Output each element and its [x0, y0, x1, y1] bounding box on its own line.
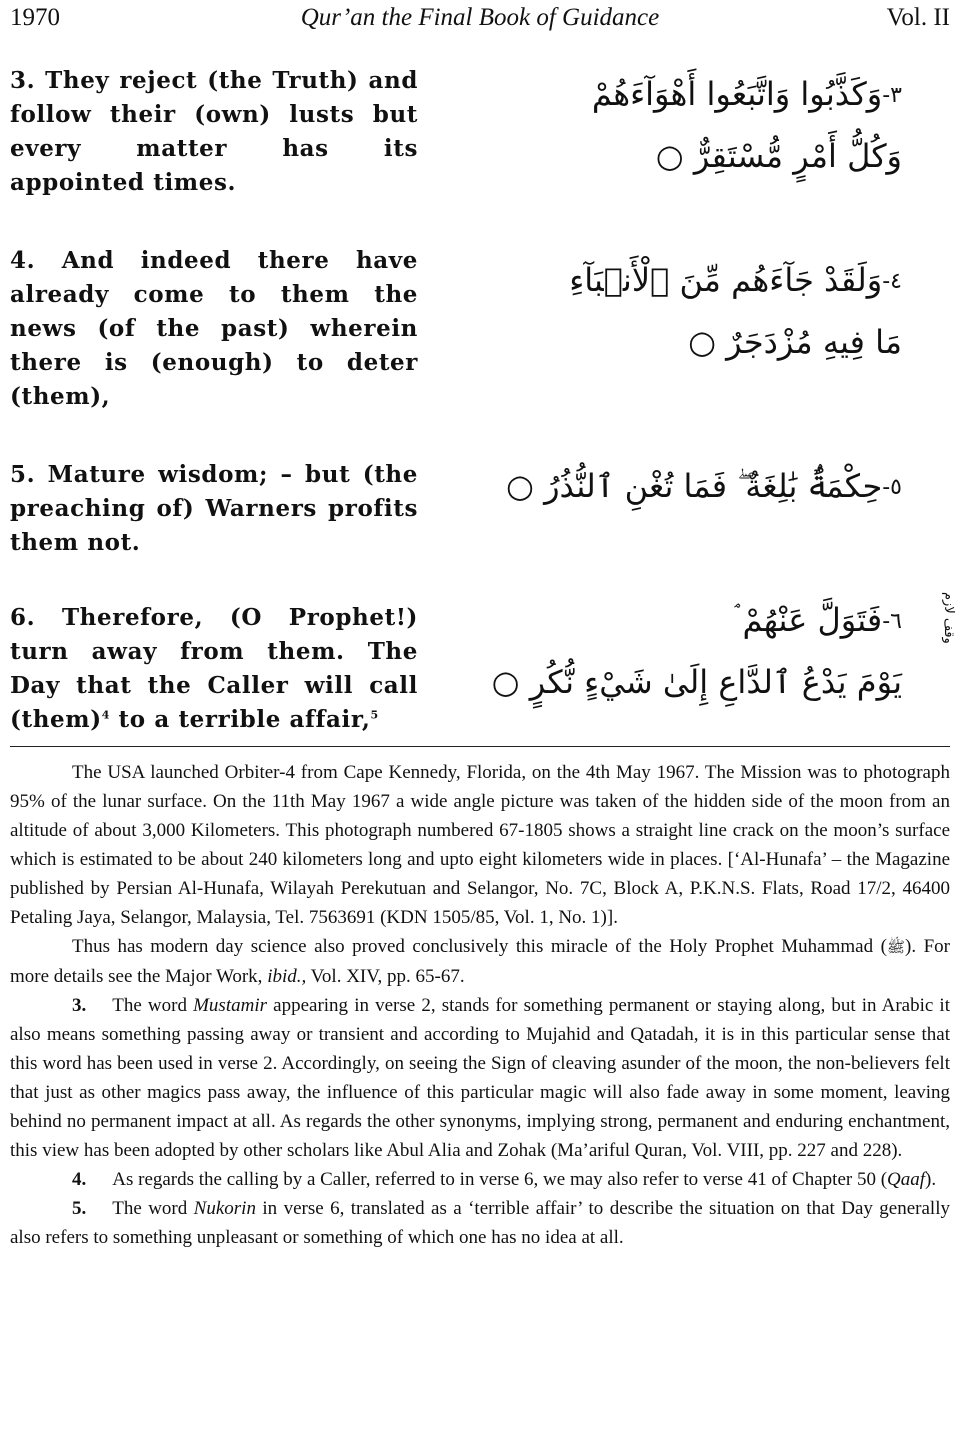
verse-5-arabic-line-1: ٥-حِكْمَةٌۢ بَٰلِغَةٌ ۖ فَمَا تُغْنِ ٱلنُّذُرُ ○ — [505, 467, 902, 505]
footnote-ref-4: 4 — [101, 708, 110, 722]
verse-4-translation: 4. And indeed there have already come to them the news (of the past) wherein there is (enough) to deter (them), — [10, 247, 418, 410]
salutation-symbol-icon: ﷺ — [886, 938, 906, 956]
verse-3-arabic — [482, 64, 902, 186]
verse-6-arabic-line-1: ٦-فَتَوَلَّ عَنْهُمْ ۘ — [734, 601, 902, 639]
footnote-5: 5. The word Nukorin in verse 6, translated as a ‘terrible affair’ to describe the situation on that Day generally also refers to something unpleasant or something of which one has no idea at all. — [10, 1198, 950, 1248]
verse-3-arabic-line-1: ٣-وَكَذَّبُوا وَاتَّبَعُوا أَهْوَآءَهُمْ — [591, 75, 902, 113]
verse-6-arabic-number: ٦- — [882, 609, 902, 634]
verse-3-arabic-number: ٣- — [882, 83, 902, 108]
volume-label: Vol. II — [886, 4, 950, 31]
verse-3-translation: 3. They reject (the Truth) and follow their (own) lusts but every matter has its appointed times. — [10, 67, 418, 196]
verse-4-arabic-number: ٤- — [882, 269, 902, 294]
verse-4-arabic — [482, 250, 902, 372]
footnotes — [10, 758, 950, 1252]
waqf-lazim-mark: وقف لازم — [941, 592, 956, 644]
verse-5-translation: 5. Mature wisdom; – but (the preaching of) Warners profits them not. — [10, 461, 418, 556]
page-number: 1970 — [10, 4, 60, 31]
footnote-divider — [10, 746, 950, 747]
verse-5-arabic-number: ٥- — [882, 475, 902, 500]
footnote-3-number: 3. — [72, 995, 87, 1016]
footnote-4-number: 4. — [72, 1169, 87, 1190]
verse-4-arabic-line-2: مَا فِيهِ مُزْدَجَرٌ ○ — [688, 323, 902, 361]
footnote-5-number: 5. — [72, 1198, 87, 1219]
footnote-orbiter: The USA launched Orbiter-4 from Cape Kennedy, Florida, on the 4th May 1967. The Mission was to photograph 95% of the lunar surface. On the 11th May 1967 a wide angle picture was taken of the hidden side of the moon from an altitude of about 3,000 Kilometers. This photograph numbered 67-1805 shows a straight line crack on the moon’s surface which is estimated to be about 240 kilometers long and upto eight kilometers wide in places. [‘Al-Hunafa’ – the Magazine published by Persian Al-Hunafa, Wilayah Perekutuan and Selangor, No. 7C, Block A, P.K.N.S. Flats, Road 17/2, 46400 Petaling Jaya, Selangor, Malaysia, Tel. 7563691 (KDN 1505/85, Vol. 1, No. 1)]. — [10, 762, 950, 928]
book-title: Qur’an the Final Book of Guidance — [300, 4, 660, 31]
verse-4-arabic-line-1: ٤-وَلَقَدْ جَآءَهُم مِّنَ ٱلْأَنۢبَآءِ — [569, 261, 902, 299]
footnote-3: 3. The word Mustamir appearing in verse 2, stands for something permanent or staying along, but in Arabic it also means something passing away or transient and according to Mujahid and Qatadah, it is in this particular sense that this word has been used in verse 2. Accordingly, on seeing the Sign of cleaving asunder of the moon, the non-believers felt that just as other magics pass away, the influence of this particular magic will also fade away in some moment, leaving behind no permanent impact at all. As regards the other synonyms, implying strong, permanent and enduring enchantment, this view has been adopted by other scholars like Abul Alia and Zohak (Ma’ariful Quran, Vol. VIII, pp. 227 and 228). — [10, 995, 950, 1161]
footnote-4: 4. As regards the calling by a Caller, referred to in verse 6, we may also refer to verse 41 of Chapter 50 (Qaaf). — [72, 1169, 937, 1190]
verse-6-arabic-line-2: يَوْمَ يَدْعُ ٱلدَّاعِ إِلَىٰ شَيْءٍ نُّكُرٍ ○ — [491, 663, 902, 701]
footnote-science: Thus has modern day science also proved conclusively this miracle of the Holy Prophet Muhammad (ﷺ). For more details see the Major Work, ibid., Vol. XIV, pp. 65-67. — [10, 936, 950, 987]
verse-6-translation: 6. Therefore, (O Prophet!) turn away from them. The Day that the Caller will call (them)$^4$ to a terrible affair,$^5$ — [10, 604, 418, 733]
page-header — [10, 2, 950, 36]
verse-6-arabic — [482, 590, 902, 712]
verse-3-arabic-line-2: وَكُلُّ أَمْرٍ مُّسْتَقِرٌّ ○ — [655, 137, 902, 175]
footnote-ref-5: 5 — [370, 708, 379, 722]
verse-5-arabic — [482, 456, 902, 518]
